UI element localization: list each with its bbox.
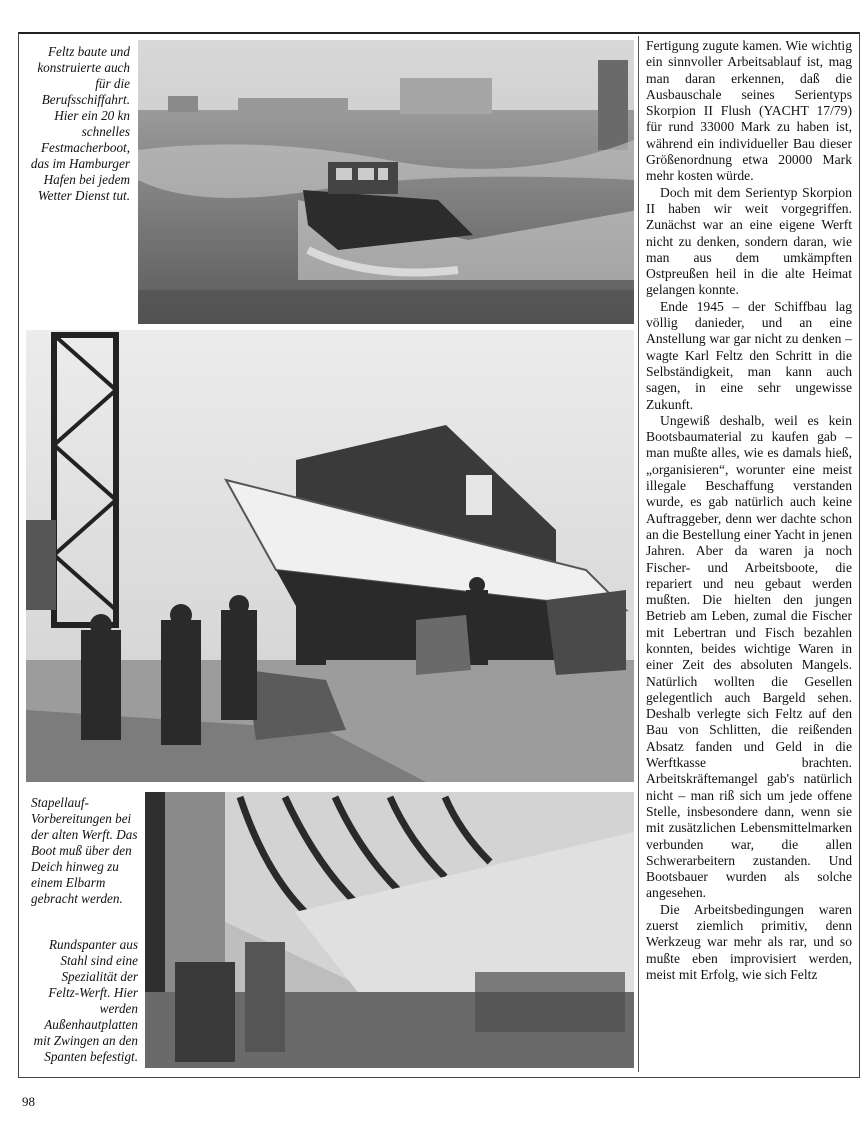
article-paragraph: Ungewiß deshalb, weil es kein Bootsbaumaterial zu kaufen gab – man mußte alles, wie es damals hieß, „organisieren“, worunter eine meist illegale Beschaffung verstanden wurde, es gab natürlich auch keine Auftraggeber, denn wer dachte schon an die Bestellung einer Yacht in jenen Jahren. Aber da waren ja noch Fischer- und Arbeitsboote, die repariert und neu gebaut werden mußten. Die hielten den jungen Betrieb am Leben, zumal die Fischer mit Lebertran und Fisch bezahlen konnten, beides wichtige Waren in einer Zeit des absoluten Mangels. Natürlich wollten die Gesellen gelegentlich auch Bargeld sehen. Deshalb verlegte sich Feltz auf den Bau von Schlitten, die reißenden Absatz fanden und Geld in die Werftkasse brachten. Arbeitskräftemangel gab's natürlich nicht – man riß sich um jede offene Stelle, insbesondere dann, wenn sie mit zusätzlichen Lebensmittelmarken verbunden war, die allen Schwerarbeitern zustanden. Und Bootsbauer wurden als solche angesehen.: [646, 412, 852, 901]
caption-frames: Rundspanter aus Stahl sind eine Spezialität der Feltz-Werft. Hier werden Außenhautplatten mit Zwingen an den Spanten befestigt.: [33, 937, 138, 1064]
article-paragraph: Ende 1945 – der Schiffbau lag völlig danieder, und an eine Anstellung war gar nicht zu denken – wagte Karl Feltz den Schritt in die Selbständigkeit, man kann auch sagen, in eine sehr ungewisse Zukunft.: [646, 298, 852, 412]
column-divider: [638, 36, 639, 1072]
photo-frames: [145, 792, 634, 1068]
photo-motorboat: [138, 40, 634, 324]
photo-launch: [26, 330, 634, 782]
page-number: 98: [22, 1094, 35, 1109]
caption-motorboat: Feltz baute und konstruierte auch für die Berufsschiffahrt. Hier ein 20 kn schnelles Festmacherboot, das im Hamburger Hafen bei jedem Wetter Dienst tut.: [30, 44, 130, 203]
article-paragraph: Die Arbeitsbedingungen waren zuerst ziemlich primitiv, denn Werkzeug war mehr als rar, und so mußte eben improvisiert werden, meist mit Erfolg, wie sich Feltz: [646, 901, 852, 982]
caption-launch: Stapellauf-Vorbereitungen bei der alten Werft. Das Boot muß über den Deich hinweg zu einem Elbarm gebracht werden.: [31, 795, 138, 906]
article-paragraph: Doch mit dem Serientyp Skorpion II haben wir weit vorgegriffen. Zunächst war an eine eigene Werft nicht zu denken, sondern daran, wie man aus dem umkämpften Ostpreußen heil in die alte Heimat gelangen konnte.: [646, 184, 852, 298]
article-paragraph: Fertigung zugute kamen. Wie wichtig ein sinnvoller Arbeitsablauf ist, mag man daran erkennen, daß die Ausbauschale seines Serientyps Skorpion II Flush (YACHT 17/79) für rund 33000 Mark zu haben ist, während ein individueller Bau dieser Größenordnung etwa 20000 Mark mehr kosten würde.: [646, 38, 852, 184]
article-column: [646, 38, 852, 983]
